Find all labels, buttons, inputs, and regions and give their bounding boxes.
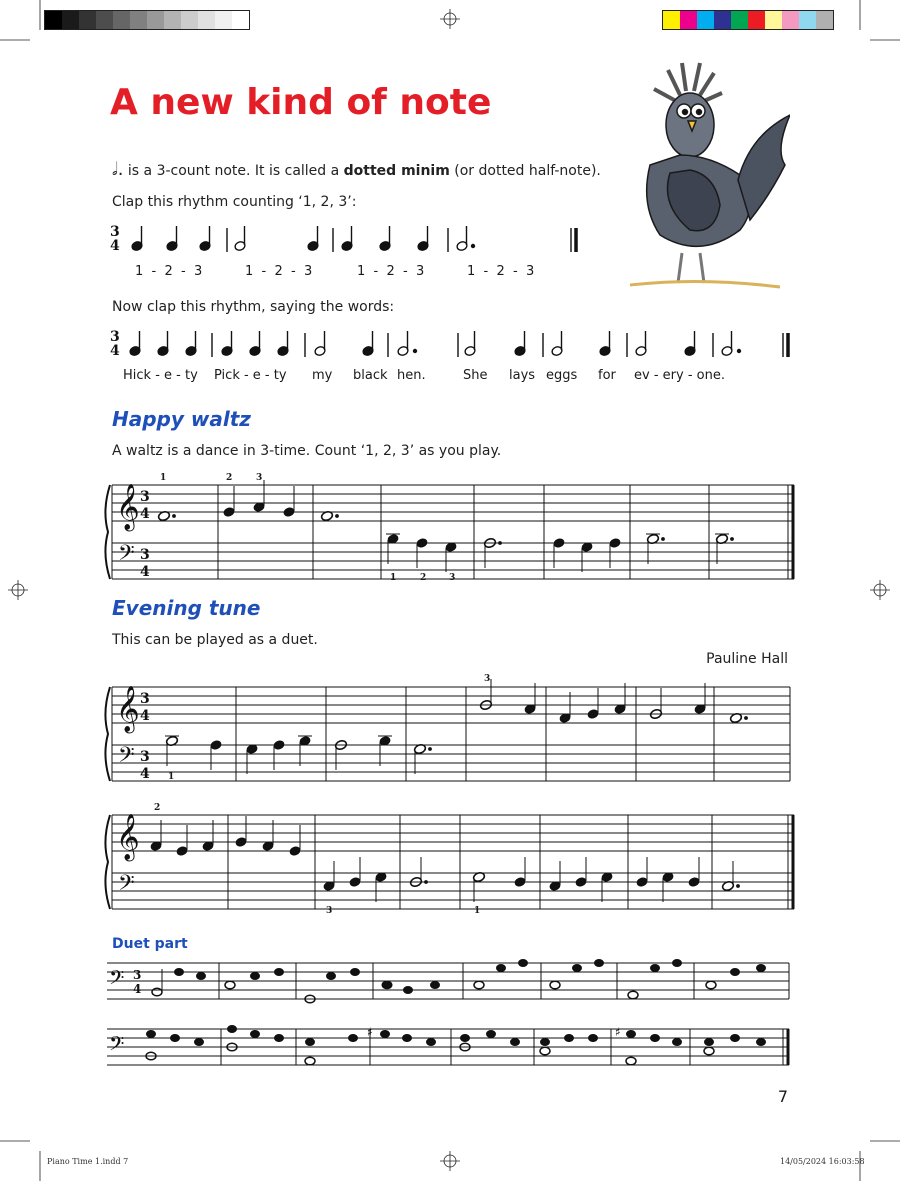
count-label-4: 1 - 2 - 3 (467, 264, 535, 279)
svg-text:4: 4 (140, 506, 150, 522)
fingering-evening-4: 3 (326, 906, 333, 916)
rhythm1-instruction: Clap this rhythm counting ‘1, 2, 3’: (112, 194, 357, 210)
count-label-2: 1 - 2 - 3 (245, 264, 313, 279)
fingering-waltz-1: 1 (160, 473, 167, 483)
timesig-top: 3 (110, 224, 120, 240)
intro-bold-term: dotted minim (343, 163, 450, 179)
svg-text:𝄞: 𝄞 (116, 814, 140, 860)
svg-text:4: 4 (133, 982, 142, 996)
timesig-top: 3 (110, 329, 120, 345)
treble-staff (112, 485, 794, 521)
svg-text:𝄢: 𝄢 (118, 743, 135, 773)
fingering-waltz-bass-2: 2 (420, 573, 427, 583)
happy-waltz-heading: Happy waltz (112, 407, 251, 431)
rhythm1-line (105, 220, 595, 260)
svg-text:♯: ♯ (367, 1025, 373, 1039)
evening-tune-description: This can be played as a duet. (112, 632, 318, 648)
rhythm2-instruction: Now clap this rhythm, saying the words: (112, 299, 395, 315)
rhythm2-line (105, 325, 805, 365)
svg-text:3: 3 (140, 691, 150, 707)
svg-text:𝄢: 𝄢 (118, 541, 135, 571)
svg-text:3: 3 (133, 968, 142, 982)
svg-text:3: 3 (140, 547, 150, 563)
duet-part-heading: Duet part (112, 936, 188, 952)
lyric-word-6: She (463, 368, 488, 383)
lyric-word-1: Hick - e - ty (123, 368, 198, 383)
evening-tune-heading: Evening tune (112, 596, 261, 620)
fingering-waltz-bass-1: 1 (390, 573, 397, 583)
lyric-word-4: black (353, 368, 388, 383)
svg-text:3: 3 (140, 489, 150, 505)
timesig-bottom: 4 (110, 238, 120, 254)
fingering-evening-2: 1 (168, 772, 175, 782)
evening-tune-score-system-2 (100, 800, 800, 915)
count-label-3: 1 - 2 - 3 (357, 264, 425, 279)
fingering-evening-3: 2 (154, 803, 161, 813)
file-slug: Piano Time 1.indd 7 (47, 1157, 129, 1166)
lyric-word-5: hen. (397, 368, 426, 383)
hen-illustration (620, 55, 790, 300)
duet-part-score (105, 955, 795, 1075)
svg-text:𝄢: 𝄢 (109, 966, 125, 994)
svg-text:4: 4 (140, 708, 150, 724)
svg-text:4: 4 (140, 564, 150, 580)
svg-text:3: 3 (140, 749, 150, 765)
lyric-word-3: my (312, 368, 333, 383)
evening-tune-score-system-1 (100, 672, 800, 787)
dotted-minim-icon: 𝅗𝅥. (112, 159, 124, 180)
intro-text: 𝅗𝅥. is a 3-count note. It is called a dotted minim (or dotted half-note). (112, 159, 601, 180)
happy-waltz-score (100, 470, 800, 585)
fingering-evening-5: 1 (474, 906, 481, 916)
lyric-word-7: lays (509, 368, 536, 383)
composer-name: Pauline Hall (706, 651, 788, 667)
svg-text:♯: ♯ (615, 1025, 621, 1039)
svg-text:𝄢: 𝄢 (118, 871, 135, 901)
happy-waltz-description: A waltz is a dance in 3-time. Count ‘1, 2, 3’ as you play. (112, 443, 502, 459)
fingering-waltz-bass-3: 3 (449, 573, 456, 583)
svg-text:𝄞: 𝄞 (116, 686, 140, 732)
svg-text:𝄞: 𝄞 (116, 484, 140, 530)
date-slug: 14/05/2024 16:03:58 (780, 1157, 865, 1166)
fingering-waltz-3: 3 (256, 473, 263, 483)
page-title: A new kind of note (110, 82, 492, 123)
lyric-word-10: ev - ery - one. (634, 368, 725, 383)
fingering-evening-1: 3 (484, 674, 491, 684)
fingering-waltz-2: 2 (226, 473, 233, 483)
page-number: 7 (777, 1087, 788, 1106)
svg-text:4: 4 (140, 766, 150, 782)
lyric-word-9: for (598, 368, 616, 383)
lyric-word-8: eggs (546, 368, 578, 383)
svg-text:𝄢: 𝄢 (109, 1032, 125, 1060)
timesig-bottom: 4 (110, 343, 120, 359)
count-label-1: 1 - 2 - 3 (135, 264, 203, 279)
lyric-word-2: Pick - e - ty (214, 368, 287, 383)
